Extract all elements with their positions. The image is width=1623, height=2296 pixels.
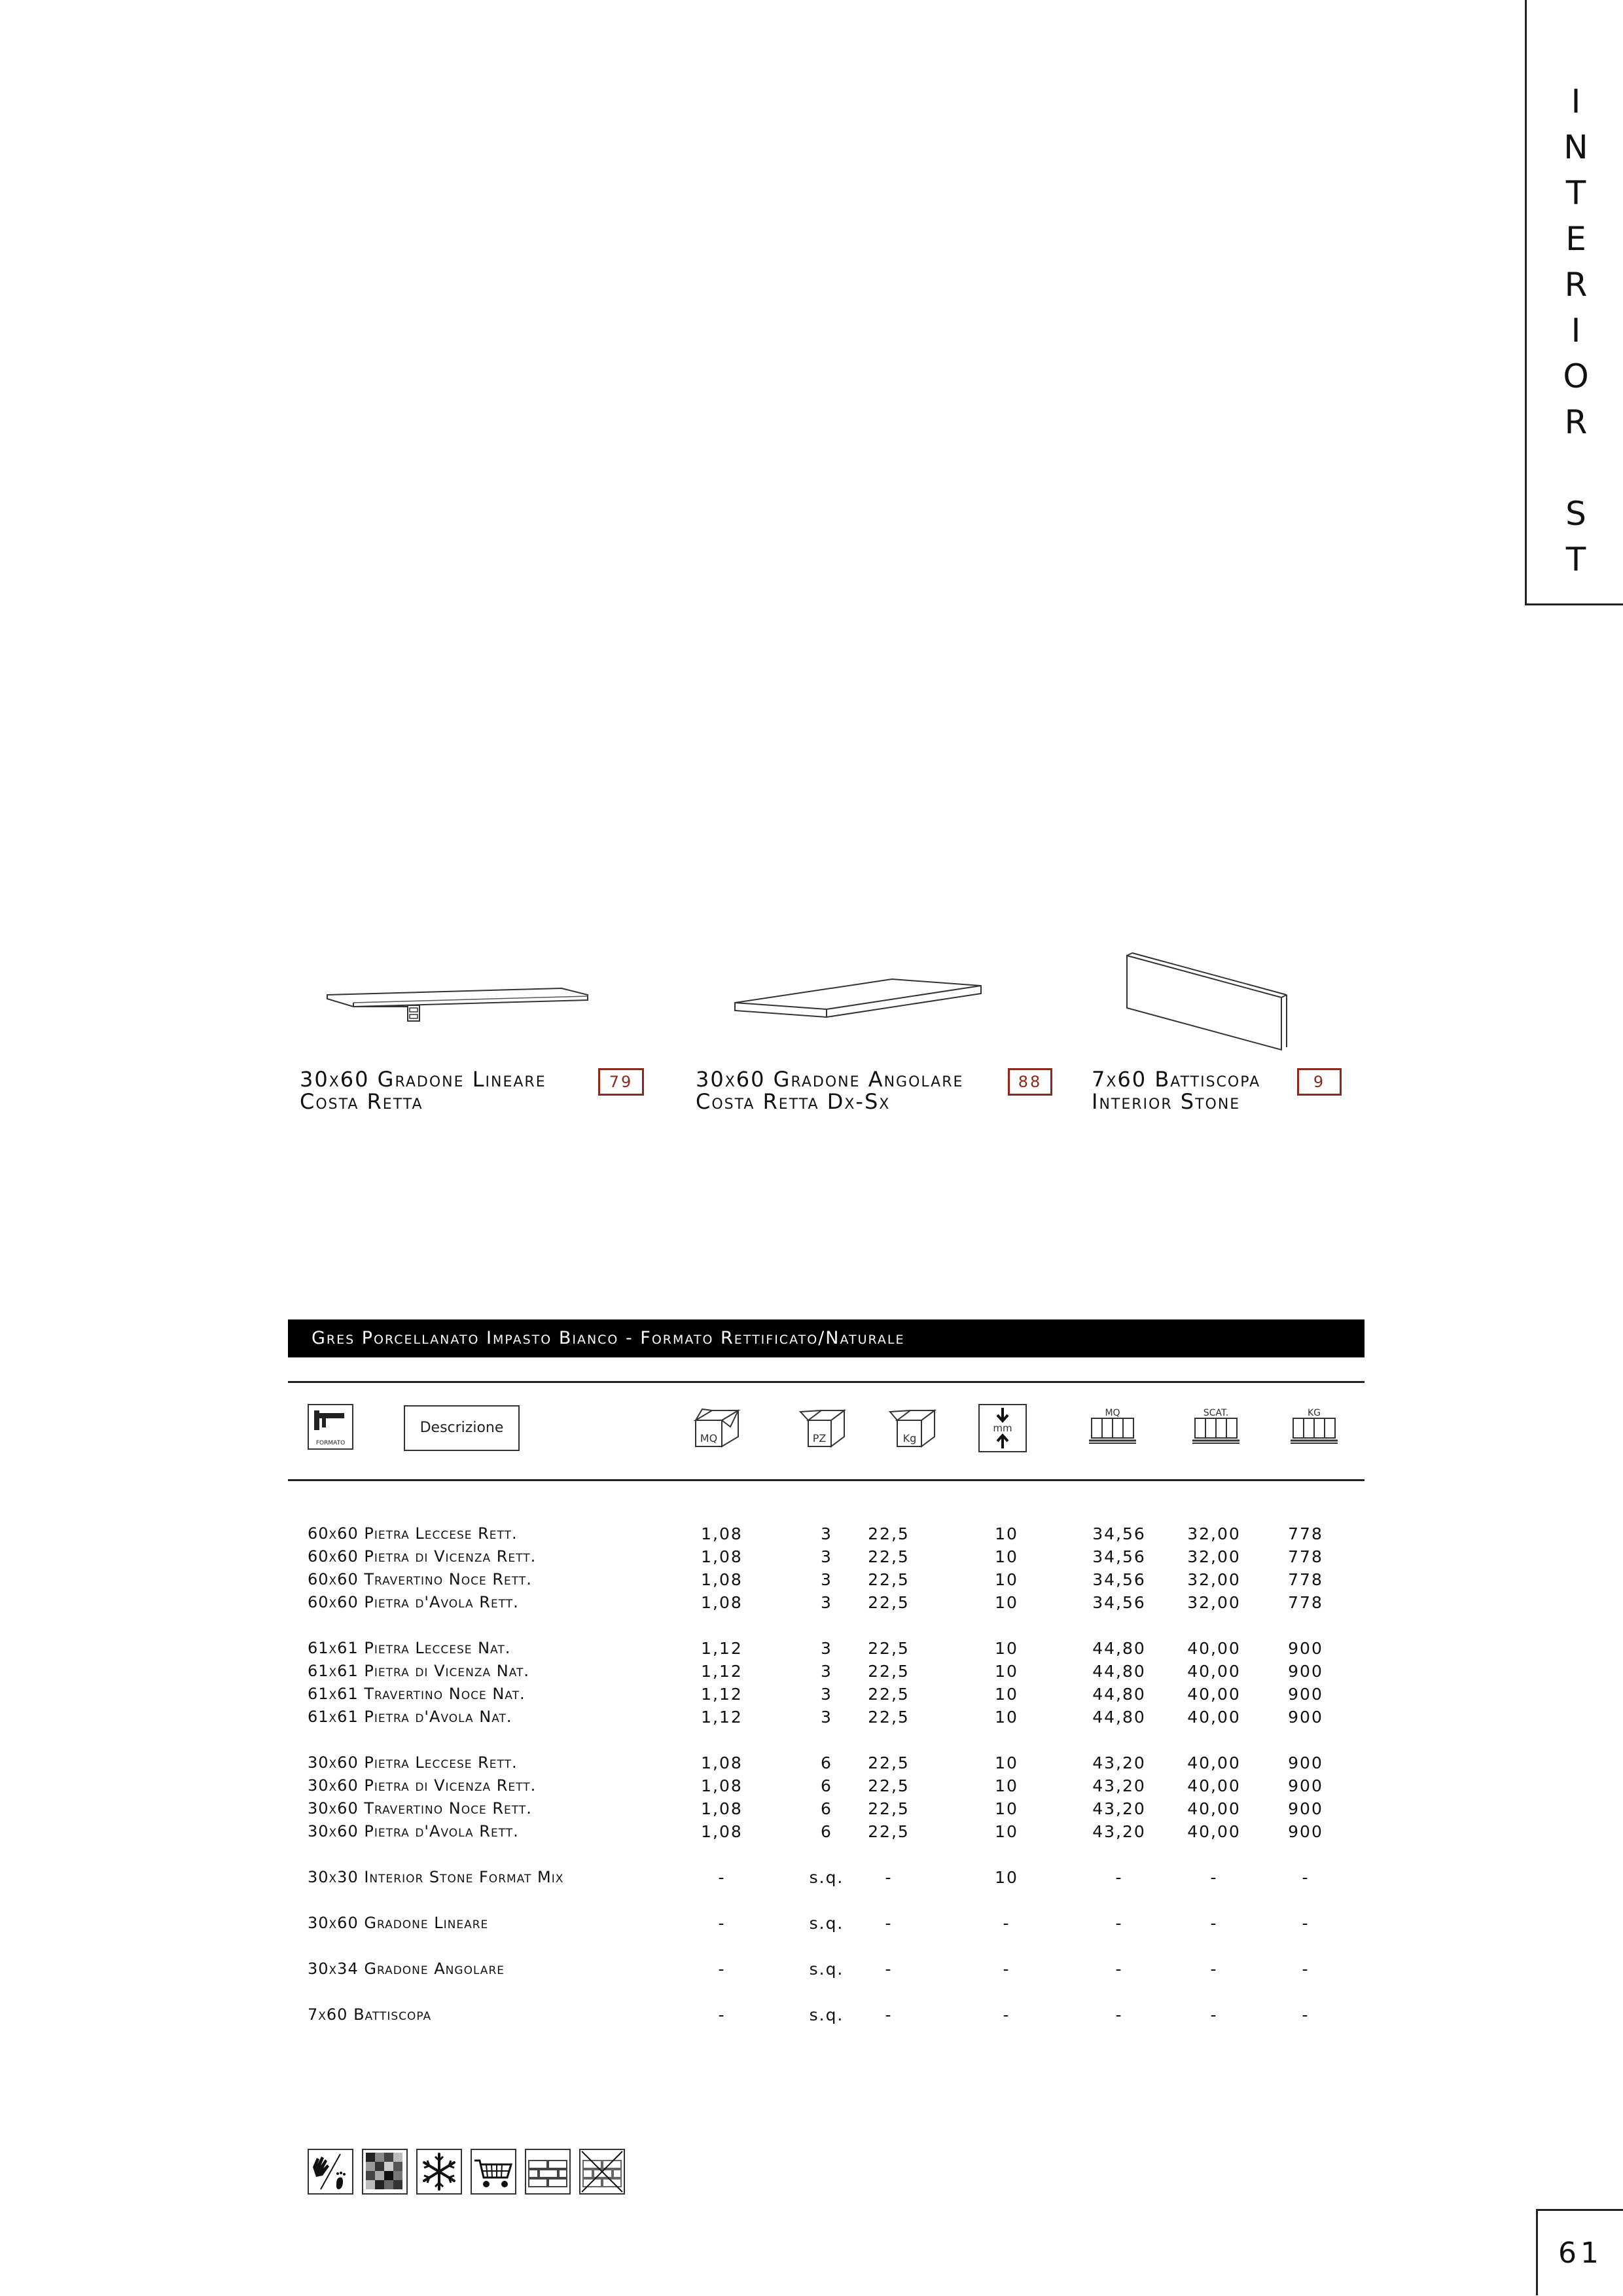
row-value: - [1210, 1960, 1218, 1979]
row-value: 22,5 [868, 1753, 910, 1772]
row-description: 61x61 Pietra Leccese Nat. [308, 1639, 511, 1657]
row-value: 44,80 [1092, 1685, 1146, 1704]
header-bottom-rule [288, 1479, 1364, 1481]
row-value: 34,56 [1092, 1547, 1146, 1566]
side-tab [1525, 0, 1623, 605]
table-row [308, 1522, 1355, 1545]
row-value: 778 [1288, 1593, 1323, 1612]
row-value: s.q. [809, 1960, 844, 1979]
row-value: 34,56 [1092, 1570, 1146, 1589]
gradone-lineare-drawing [300, 942, 640, 1060]
product-title-line1: 7x60 Battiscopa [1092, 1067, 1261, 1092]
row-value: s.q. [809, 2005, 844, 2024]
row-value: 32,00 [1187, 1593, 1241, 1612]
side-tab-letter: R [1564, 266, 1588, 304]
row-value: 1,08 [701, 1593, 743, 1612]
row-description: 61x61 Pietra d'Avola Nat. [308, 1708, 512, 1726]
row-value: 3 [821, 1593, 832, 1612]
row-value: 1,08 [701, 1776, 743, 1795]
product-code-badge: 79 [598, 1068, 644, 1096]
row-description: 30x60 Pietra di Vicenza Rett. [308, 1776, 537, 1795]
row-value: 40,00 [1187, 1662, 1241, 1681]
row-value: 1,12 [701, 1662, 743, 1681]
gradone-angolare-drawing [696, 942, 1036, 1060]
row-value: 778 [1288, 1547, 1323, 1566]
pallet-scat-icon [1191, 1404, 1243, 1452]
row-value: 22,5 [868, 1799, 910, 1818]
row-value: 1,08 [701, 1547, 743, 1566]
row-value: 10 [995, 1708, 1018, 1727]
row-value: - [1302, 1914, 1310, 1933]
row-value: 778 [1288, 1570, 1323, 1589]
row-value: 10 [995, 1753, 1018, 1772]
row-description: 7x60 Battiscopa [308, 2005, 432, 2024]
box-pz-icon [795, 1404, 847, 1452]
product-code-badge: 9 [1297, 1068, 1342, 1096]
pallet-mq-label: MQ [1105, 1408, 1120, 1418]
product-gradone-angolare [696, 942, 1043, 1114]
kg-label: Kg [902, 1432, 917, 1444]
row-value: - [885, 1914, 893, 1933]
pz-label: PZ [812, 1432, 827, 1444]
product-battiscopa [1092, 942, 1432, 1114]
side-tab-letter: E [1565, 220, 1586, 258]
hand-foot-icon [308, 2149, 353, 2195]
row-value: 3 [821, 1547, 832, 1566]
row-value: 6 [821, 1799, 832, 1818]
table-row [308, 1591, 1355, 1614]
pallet-mq-icon [1088, 1404, 1140, 1452]
row-value: - [1302, 2005, 1310, 2024]
side-tab-letter: N [1563, 128, 1588, 166]
row-value: - [1302, 1868, 1310, 1887]
row-value: 6 [821, 1753, 832, 1772]
mm-label: mm [993, 1422, 1012, 1434]
row-value: - [718, 1960, 726, 1979]
row-value: 900 [1288, 1822, 1323, 1841]
row-description: 61x61 Pietra di Vicenza Nat. [308, 1662, 530, 1680]
table-row [308, 1660, 1355, 1683]
row-value: 10 [995, 1799, 1018, 1818]
row-value: 22,5 [868, 1593, 910, 1612]
row-value: - [718, 1868, 726, 1887]
side-tab-letter: T [1565, 541, 1586, 579]
row-value: 10 [995, 1524, 1018, 1543]
row-value: 1,08 [701, 1822, 743, 1841]
row-value: - [1115, 1914, 1123, 1933]
row-value: 10 [995, 1639, 1018, 1658]
thickness-mm-icon [978, 1404, 1027, 1455]
table-row [308, 1568, 1355, 1591]
row-value: 43,20 [1092, 1753, 1146, 1772]
product-title-line2: Costa Retta Dx-Sx [696, 1089, 891, 1114]
row-value: 40,00 [1187, 1822, 1241, 1841]
descrizione-header: Descrizione [404, 1405, 520, 1451]
row-value: 6 [821, 1822, 832, 1841]
row-description: 30x60 Gradone Lineare [308, 1914, 489, 1932]
row-value: - [1210, 2005, 1218, 2024]
row-value: 40,00 [1187, 1639, 1241, 1658]
row-description: 60x60 Pietra Leccese Rett. [308, 1524, 518, 1543]
table-row [308, 1820, 1355, 1843]
row-value: 44,80 [1092, 1708, 1146, 1727]
side-tab-letter: R [1564, 403, 1588, 441]
row-value: 1,08 [701, 1570, 743, 1589]
row-value: 10 [995, 1547, 1018, 1566]
product-gradone-lineare [300, 942, 640, 1114]
row-value: 3 [821, 1639, 832, 1658]
side-tab-letter: I [1571, 312, 1581, 350]
cart-icon [471, 2149, 516, 2195]
row-value: 32,00 [1187, 1570, 1241, 1589]
table-row [308, 1683, 1355, 1706]
row-value: 40,00 [1187, 1708, 1241, 1727]
row-value: 34,56 [1092, 1593, 1146, 1612]
row-value: 10 [995, 1822, 1018, 1841]
row-value: 900 [1288, 1708, 1323, 1727]
row-value: 43,20 [1092, 1776, 1146, 1795]
product-code-badge: 88 [1008, 1068, 1052, 1096]
row-description: 60x60 Travertino Noce Rett. [308, 1570, 532, 1588]
product-title-line2: Interior Stone [1092, 1089, 1241, 1114]
row-value: 10 [995, 1685, 1018, 1704]
row-value: 44,80 [1092, 1662, 1146, 1681]
mq-label: MQ [700, 1432, 718, 1444]
row-value: 40,00 [1187, 1685, 1241, 1704]
side-tab-letter: I [1571, 82, 1581, 120]
product-title-line1: 30x60 Gradone Lineare [300, 1067, 546, 1092]
table-row [308, 1912, 1355, 1935]
formato-caliper-icon [308, 1404, 353, 1452]
page-number: 61 [1536, 2209, 1623, 2295]
color-shade-icon [362, 2149, 408, 2195]
table-heading: Gres Porcellanato Impasto Bianco - Formato Rettificato/Naturale [288, 1319, 1364, 1357]
row-value: 3 [821, 1708, 832, 1727]
box-mq-icon [692, 1404, 745, 1452]
row-value: - [1210, 1914, 1218, 1933]
row-value: 3 [821, 1524, 832, 1543]
row-value: 900 [1288, 1662, 1323, 1681]
row-value: 32,00 [1187, 1524, 1241, 1543]
table-row [308, 1751, 1355, 1774]
row-value: 1,12 [701, 1639, 743, 1658]
row-description: 30x60 Travertino Noce Rett. [308, 1799, 532, 1818]
table-row [308, 1797, 1355, 1820]
row-value: 1,08 [701, 1753, 743, 1772]
row-value: 10 [995, 1570, 1018, 1589]
row-description: 30x30 Interior Stone Format Mix [308, 1868, 564, 1886]
row-value: - [1003, 1960, 1010, 1979]
header-top-rule [288, 1381, 1364, 1383]
table-row [308, 1706, 1355, 1729]
row-value: 1,08 [701, 1799, 743, 1818]
row-value: 3 [821, 1685, 832, 1704]
row-description: 61x61 Travertino Noce Nat. [308, 1685, 526, 1703]
side-tab-letter: S [1565, 495, 1586, 533]
row-value: 40,00 [1187, 1776, 1241, 1795]
row-value: 22,5 [868, 1708, 910, 1727]
box-kg-icon [887, 1404, 940, 1452]
row-value: 1,08 [701, 1524, 743, 1543]
row-value: 900 [1288, 1685, 1323, 1704]
row-value: 22,5 [868, 1662, 910, 1681]
row-value: 22,5 [868, 1685, 910, 1704]
row-value: 10 [995, 1868, 1018, 1887]
row-value: - [1302, 1960, 1310, 1979]
row-value: 3 [821, 1570, 832, 1589]
row-value: 22,5 [868, 1570, 910, 1589]
product-title-line1: 30x60 Gradone Angolare [696, 1067, 964, 1092]
row-value: 22,5 [868, 1822, 910, 1841]
side-tab-letter: O [1563, 357, 1589, 395]
table-row [308, 1774, 1355, 1797]
pallet-kg-label: KG [1307, 1408, 1321, 1418]
table-row [308, 2003, 1355, 2026]
row-value: 900 [1288, 1639, 1323, 1658]
row-value: s.q. [809, 1914, 844, 1933]
row-description: 60x60 Pietra di Vicenza Rett. [308, 1547, 537, 1566]
row-value: - [885, 1868, 893, 1887]
row-value: 40,00 [1187, 1753, 1241, 1772]
formato-label: FORMATO [315, 1440, 346, 1446]
row-value: - [1003, 1914, 1010, 1933]
row-value: 1,12 [701, 1685, 743, 1704]
row-value: - [718, 1914, 726, 1933]
row-value: 10 [995, 1662, 1018, 1681]
row-value: 900 [1288, 1799, 1323, 1818]
row-value: - [885, 2005, 893, 2024]
row-value: 34,56 [1092, 1524, 1146, 1543]
row-value: - [1210, 1868, 1218, 1887]
row-value: 6 [821, 1776, 832, 1795]
row-value: 10 [995, 1593, 1018, 1612]
row-value: 40,00 [1187, 1799, 1241, 1818]
pallet-kg-icon [1289, 1404, 1342, 1452]
row-value: 10 [995, 1776, 1018, 1795]
row-value: 22,5 [868, 1639, 910, 1658]
row-value: 44,80 [1092, 1639, 1146, 1658]
pallet-scat-label: SCAT. [1203, 1408, 1229, 1418]
crossed-pattern-icon [579, 2149, 625, 2195]
table-row [308, 1545, 1355, 1568]
row-value: 32,00 [1187, 1547, 1241, 1566]
frost-resistant-icon [416, 2149, 462, 2195]
row-value: 900 [1288, 1753, 1323, 1772]
row-value: 3 [821, 1662, 832, 1681]
row-description: 30x60 Pietra Leccese Rett. [308, 1753, 518, 1772]
row-value: 43,20 [1092, 1822, 1146, 1841]
row-value: 22,5 [868, 1547, 910, 1566]
battiscopa-drawing [1092, 942, 1353, 1060]
table-row [308, 1958, 1355, 1981]
row-value: 778 [1288, 1524, 1323, 1543]
row-value: 43,20 [1092, 1799, 1146, 1818]
row-description: 30x60 Pietra d'Avola Rett. [308, 1822, 519, 1840]
row-value: s.q. [809, 1868, 844, 1887]
row-value: 22,5 [868, 1776, 910, 1795]
row-value: - [1115, 2005, 1123, 2024]
table-row [308, 1866, 1355, 1889]
row-description: 60x60 Pietra d'Avola Rett. [308, 1593, 519, 1611]
side-tab-letter: T [1565, 174, 1586, 212]
product-title-line2: Costa Retta [300, 1089, 423, 1114]
row-value: 900 [1288, 1776, 1323, 1795]
row-value: - [1115, 1960, 1123, 1979]
row-value: - [1003, 2005, 1010, 2024]
row-value: 1,12 [701, 1708, 743, 1727]
row-value: 22,5 [868, 1524, 910, 1543]
row-value: - [885, 1960, 893, 1979]
row-value: - [1115, 1868, 1123, 1887]
table-row [308, 1637, 1355, 1660]
row-value: - [718, 2005, 726, 2024]
row-description: 30x34 Gradone Angolare [308, 1960, 505, 1978]
brick-pattern-icon [525, 2149, 571, 2195]
